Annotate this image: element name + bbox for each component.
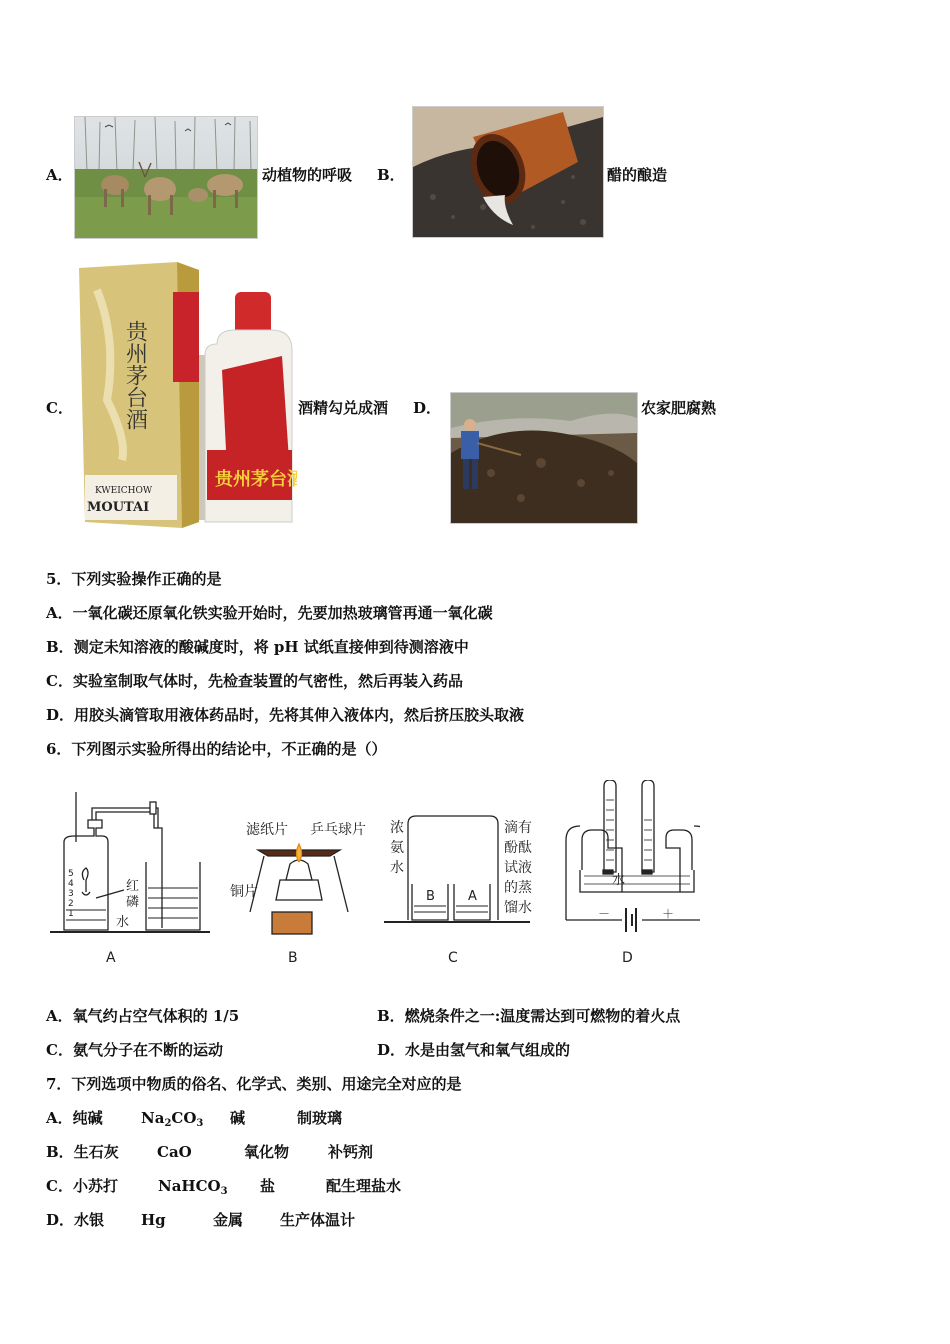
q7-c-category: 盐: [260, 1177, 276, 1195]
q7-option-b: [46, 1142, 374, 1162]
q6-option-d-letter: D．: [377, 1041, 406, 1059]
b-label-copper: 铜片: [230, 884, 258, 900]
vinegar-photo: [412, 106, 604, 238]
c-left-3: 水: [390, 860, 404, 876]
d-label-plus: ＋: [662, 907, 675, 921]
bottle-box-text: 贵州茅台酒: [122, 320, 148, 430]
q5-option-a-text: 一氧化碳还原氧化铁实验开始时，先要加热玻璃管再通一氧化碳: [72, 604, 493, 622]
bottle-brand: KWEICHOW: [95, 486, 153, 496]
q5-option-d-letter: D．: [46, 706, 75, 724]
q5-option-d-text: 用胶头滴管取用液体药品时，先将其伸入液体内，然后挤压胶头取液: [74, 706, 525, 724]
a-label-red: 红: [126, 879, 140, 894]
q7-c-formula-sub1: 3: [220, 1186, 228, 1197]
d-label-water: 水: [612, 873, 626, 888]
c-beaker-b: B: [426, 889, 435, 904]
a-scale-5: 5: [68, 869, 74, 879]
a-scale-1: 1: [68, 909, 74, 919]
moutai-photo: [77, 260, 297, 530]
a-scale-4: 4: [68, 879, 74, 889]
q5-option-c-letter: C．: [46, 672, 73, 690]
c-right-2: 酚酞: [504, 840, 532, 856]
q7-option-c: [46, 1176, 402, 1197]
deer-photo: [74, 116, 258, 239]
q7-c-formula-main: NaHCO: [158, 1177, 221, 1195]
q7-option-d: [46, 1210, 356, 1230]
apparatus-b: [250, 844, 348, 934]
q5-option-a-letter: A．: [46, 604, 73, 622]
q7-b-letter: B．: [46, 1143, 74, 1161]
q6-option-c-letter: C．: [46, 1041, 73, 1059]
q5-option-c-text: 实验室制取气体时，先检查装置的气密性，然后再装入药品: [72, 672, 463, 690]
q6-option-a-letter: A．: [46, 1007, 73, 1025]
q7-a-formula-main: Na: [141, 1109, 165, 1127]
c-caption: C: [448, 950, 458, 966]
q7-a-letter: A．: [46, 1109, 73, 1127]
q4-option-c-text: 酒精勾兑成酒: [298, 399, 389, 417]
q6-option-b: [377, 1006, 680, 1026]
q7-b-name: 生石灰: [73, 1143, 119, 1161]
q4-option-b-letter: B．: [377, 166, 405, 184]
q6-option-c: [46, 1040, 223, 1060]
apparatus-a: [50, 792, 210, 932]
q4-option-d-text: 农家肥腐熟: [641, 399, 717, 417]
q4-option-d-letter: D．: [413, 399, 442, 417]
q5-option-c: [46, 671, 463, 691]
compost-photo: [450, 392, 638, 524]
b-label-filter: 滤纸片: [246, 822, 288, 838]
b-caption: B: [288, 950, 298, 966]
c-left-2: 氨: [390, 840, 404, 856]
q6-figure: [50, 780, 700, 970]
c-right-4: 的蒸: [504, 880, 532, 896]
bottle-brand-2: MOUTAI: [87, 500, 150, 515]
q7-c-formula: [158, 1176, 228, 1196]
q6-option-a: [46, 1006, 239, 1026]
d-label-minus: －: [598, 907, 611, 921]
q7-d-letter: D．: [46, 1211, 75, 1229]
q7-d-category: 金属: [213, 1211, 244, 1229]
q6-option-d: [377, 1040, 570, 1060]
q7-b-category: 氧化物: [244, 1143, 290, 1161]
q7-d-use: 生产体温计: [280, 1211, 356, 1229]
c-left-1: 浓: [390, 820, 404, 836]
q7-option-a: [46, 1108, 343, 1129]
q4-option-b-text: 醋的酿造: [607, 166, 668, 184]
q4-option-a-text: 动植物的呼吸: [262, 166, 353, 184]
q7-a-name: 纯碱: [72, 1109, 103, 1127]
q7-b-formula: CaO: [157, 1143, 192, 1161]
q6-option-b-letter: B．: [377, 1007, 405, 1025]
d-caption: D: [622, 950, 633, 966]
q7-a-category: 碱: [230, 1109, 246, 1127]
bottle-label: 贵州茅台酒: [215, 469, 297, 490]
a-scale-3: 3: [68, 889, 74, 899]
q5-option-d: [46, 705, 524, 725]
q5-option-b: [46, 637, 469, 657]
q5-option-b-text: 测定未知溶液的酸碱度时，将 pH 试纸直接伸到待测溶液中: [73, 638, 469, 656]
q4-option-a-letter: A．: [46, 166, 73, 184]
q6-option-d-text: 水是由氢气和氧气组成的: [405, 1041, 571, 1059]
a-label-phosphorus: 磷: [126, 895, 140, 910]
q7-a-formula-sub1: 2: [164, 1118, 172, 1129]
c-right-1: 滴有: [504, 820, 532, 836]
c-right-3: 试液: [504, 860, 532, 876]
c-right-5: 馏水: [504, 900, 532, 916]
q6-stem: 6．下列图示实验所得出的结论中，不正确的是（）: [46, 740, 387, 758]
c-beaker-a: A: [468, 889, 477, 904]
a-caption: A: [106, 950, 116, 966]
q7-a-formula: [141, 1108, 203, 1128]
b-label-pingpong: 乒乓球片: [310, 822, 366, 838]
q5-option-b-letter: B．: [46, 638, 74, 656]
q7-c-name: 小苏打: [72, 1177, 118, 1195]
a-scale-2: 2: [68, 899, 74, 909]
q5-option-a: [46, 603, 493, 623]
q7-c-use: 配生理盐水: [326, 1177, 402, 1195]
q7-d-formula: Hg: [141, 1211, 166, 1229]
q7-stem: 7．下列选项中物质的俗名、化学式、类别、用途完全对应的是: [46, 1075, 462, 1093]
q6-option-a-text: 氧气约占空气体积的 1/5: [72, 1007, 240, 1025]
q7-a-formula-sub2: 3: [196, 1118, 204, 1129]
q7-d-name: 水银: [74, 1211, 105, 1229]
q7-b-use: 补钙剂: [328, 1143, 374, 1161]
q7-a-formula-mid: CO: [171, 1109, 197, 1127]
q7-c-letter: C．: [46, 1177, 73, 1195]
q6-option-c-text: 氨气分子在不断的运动: [72, 1041, 223, 1059]
q4-option-c-letter: C．: [46, 399, 73, 417]
q7-a-use: 制玻璃: [297, 1109, 343, 1127]
apparatus-d: [566, 780, 700, 932]
q5-stem: 5．下列实验操作正确的是: [46, 570, 222, 588]
q6-option-b-text: 燃烧条件之一:温度需达到可燃物的着火点: [404, 1007, 681, 1025]
a-label-water: 水: [116, 915, 130, 930]
